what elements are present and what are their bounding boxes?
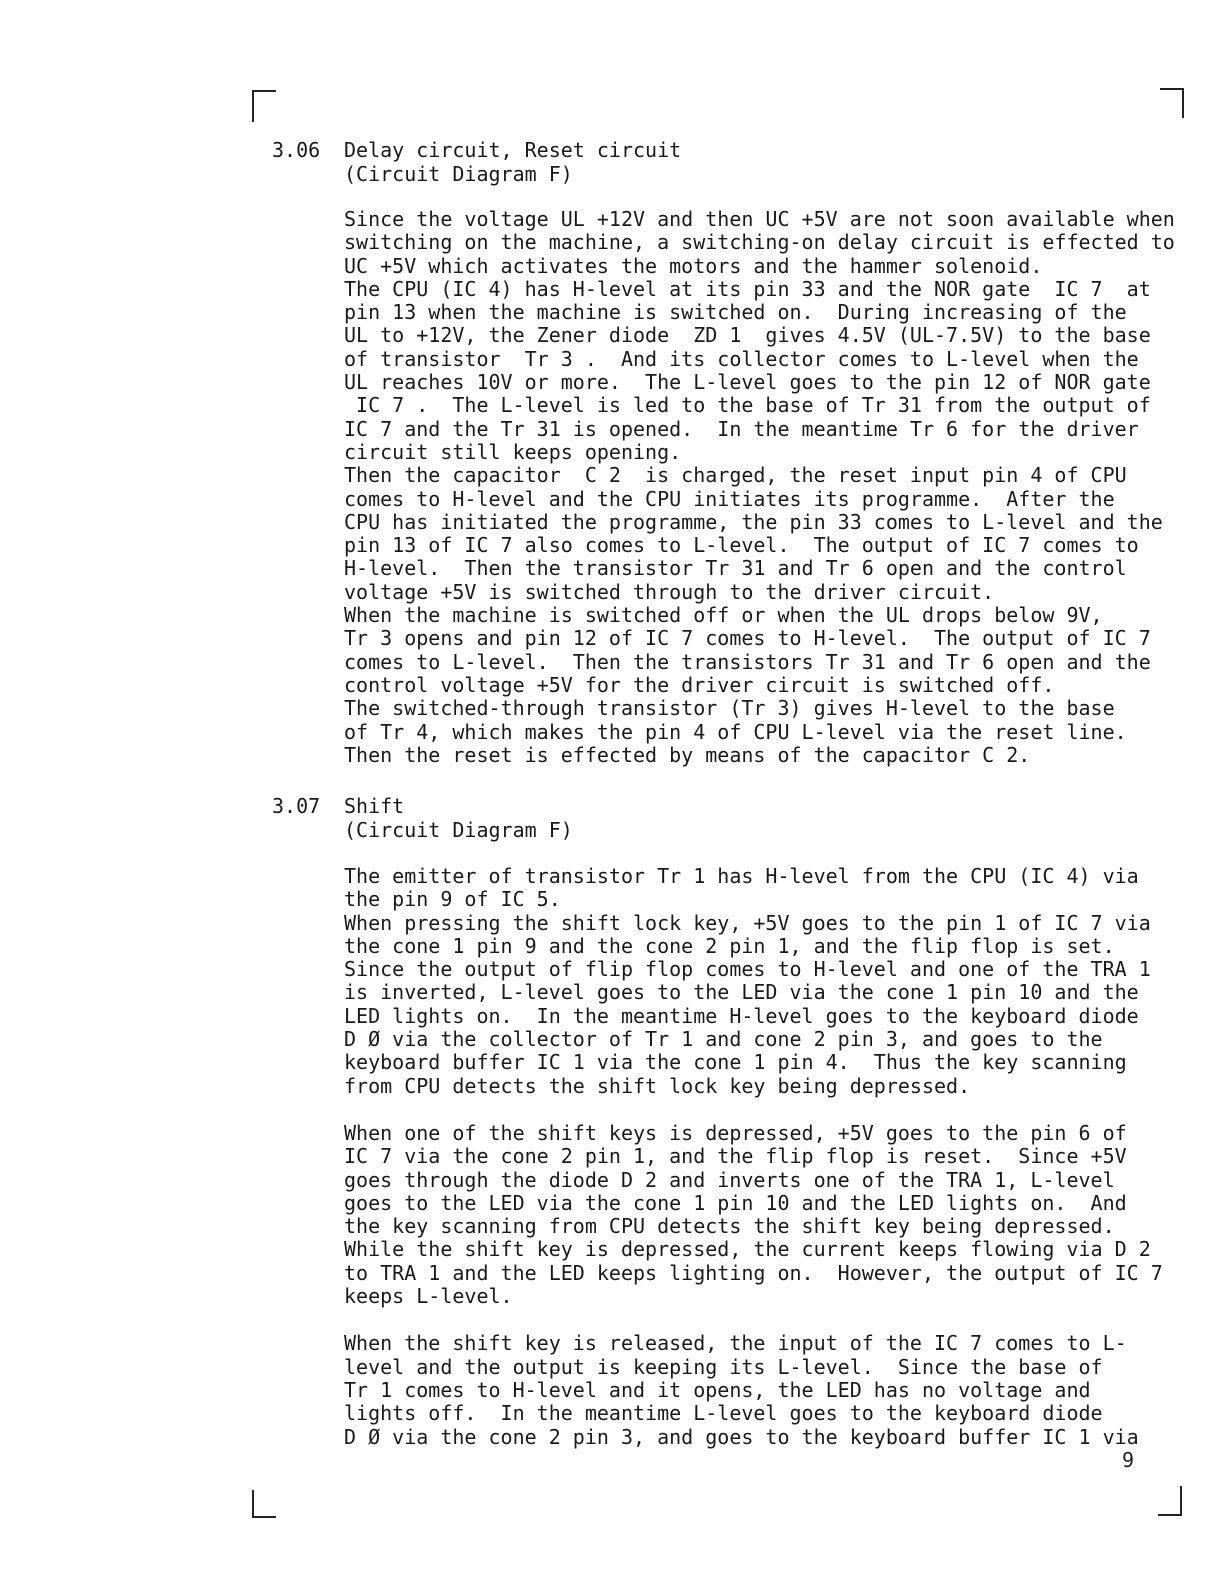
text-line: UL to +12V, the Zener diode ZD 1 gives 4.5V (UL-7.5V) to the base [344,323,1151,348]
section-title: Delay circuit, Reset circuit [344,138,682,162]
text-line: keeps L-level. [344,1284,513,1309]
text-line: Since the voltage UL +12V and then UC +5V are not soon available when [344,207,1175,231]
text-line: IC 7 via the cone 2 pin 1, and the flip flop is reset. Since +5V [344,1144,1127,1169]
text-line: keyboard buffer IC 1 via the cone 1 pin 4. Thus the key scanning [344,1050,1127,1075]
paragraph [344,865,1163,1098]
text-line: goes to the LED via the cone 1 pin 10 and the LED lights on. And [344,1190,1127,1215]
text-line: When the shift key is released, the input of the IC 7 comes to L- [344,1331,1127,1356]
section-title: Shift [344,794,405,818]
text-line: the key scanning from CPU detects the shift key being depressed. [344,1214,1115,1239]
text-line: H-level. Then the transistor Tr 31 and Tr 6 open and the control [344,556,1127,581]
text-line: of transistor Tr 3 . And its collector comes to L-level when the [344,346,1139,371]
section-subtitle: (Circuit Diagram F) [344,818,573,842]
crop-mark-bottom-right [1158,1486,1182,1516]
text-line: CPU has initiated the programme, the pin 33 comes to L-level and the [344,509,1163,534]
text-line: Tr 1 comes to H-level and it opens, the LED has no voltage and [344,1377,1091,1402]
paragraph [344,1122,1163,1308]
section-subtitle: (Circuit Diagram F) [344,162,573,186]
text-line: control voltage +5V for the driver circuit is switched off. [344,672,1055,697]
text-line: IC 7 . The L-level is led to the base of Tr 31 from the output of [344,393,1151,418]
text-line: The CPU (IC 4) has H-level at its pin 33 and the NOR gate IC 7 at [344,276,1151,301]
text-line: While the shift key is depressed, the current keeps flowing via D 2 [344,1237,1151,1262]
text-line: The emitter of transistor Tr 1 has H-level from the CPU (IC 4) via [344,864,1139,888]
section-number: 3.06 [272,138,321,162]
text-line: voltage +5V is switched through to the driver circuit. [344,579,995,604]
paragraph [344,1332,1163,1448]
text-line: is inverted, L-level goes to the LED via the cone 1 pin 10 and the [344,980,1139,1005]
page-number: 9 [1122,1448,1135,1472]
text-line: pin 13 of IC 7 also comes to L-level. The output of IC 7 comes to [344,533,1139,558]
text-line: Then the capacitor C 2 is charged, the reset input pin 4 of CPU [344,463,1127,488]
text-line: switching on the machine, a switching-on delay circuit is effected to [344,230,1175,255]
section-heading [344,794,573,842]
text-line: level and the output is keeping its L-level. Since the base of [344,1354,1103,1379]
text-line: When the machine is switched off or when the UL drops below 9V, [344,603,1103,628]
text-line: The switched-through transistor (Tr 3) gives H-level to the base [344,696,1115,721]
text-line: from CPU detects the shift lock key being depressed. [344,1073,971,1098]
text-line: LED lights on. In the meantime H-level goes to the keyboard diode [344,1003,1139,1028]
text-line: the cone 1 pin 9 and the cone 2 pin 1, and the flip flop is set. [344,933,1115,958]
text-line: Since the output of flip flop comes to H-level and one of the TRA 1 [344,957,1151,982]
text-line: D Ø via the collector of Tr 1 and cone 2 pin 3, and goes to the [344,1027,1103,1052]
text-line: Then the reset is effected by means of the capacitor C 2. [344,742,1031,767]
text-line: the pin 9 of IC 5. [344,887,561,912]
text-line: When pressing the shift lock key, +5V goes to the pin 1 of IC 7 via [344,910,1151,935]
crop-mark-top-left [252,90,276,122]
crop-mark-top-right [1160,88,1184,118]
section-body [344,865,1163,1449]
text-line: IC 7 and the Tr 31 is opened. In the meantime Tr 6 for the driver [344,416,1139,441]
crop-mark-bottom-left [252,1490,276,1518]
text-line: Tr 3 opens and pin 12 of IC 7 comes to H-level. The output of IC 7 [344,626,1151,651]
text-line: comes to L-level. Then the transistors Tr 31 and Tr 6 open and the [344,649,1151,674]
section-number: 3.07 [272,794,321,818]
text-line: comes to H-level and the CPU initiates its programme. After the [344,486,1115,511]
text-line: UL reaches 10V or more. The L-level goes to the pin 12 of NOR gate [344,370,1151,395]
text-line: lights off. In the meantime L-level goes to the keyboard diode [344,1401,1103,1426]
text-line: UC +5V which activates the motors and the hammer solenoid. [344,253,1043,278]
text-line: goes through the diode D 2 and inverts one of the TRA 1, L-level [344,1167,1115,1192]
text-line: When one of the shift keys is depressed, +5V goes to the pin 6 of [344,1120,1127,1145]
text-line: of Tr 4, which makes the pin 4 of CPU L-level via the reset line. [344,719,1127,744]
paragraph [344,208,1175,767]
text-line: pin 13 when the machine is switched on. During increasing of the [344,300,1127,325]
text-line: to TRA 1 and the LED keeps lighting on. However, the output of IC 7 [344,1260,1163,1285]
section-body [344,208,1175,767]
section-heading [344,138,681,186]
text-line: D Ø via the cone 2 pin 3, and goes to the keyboard buffer IC 1 via [344,1424,1139,1449]
text-line: circuit still keeps opening. [344,439,682,464]
